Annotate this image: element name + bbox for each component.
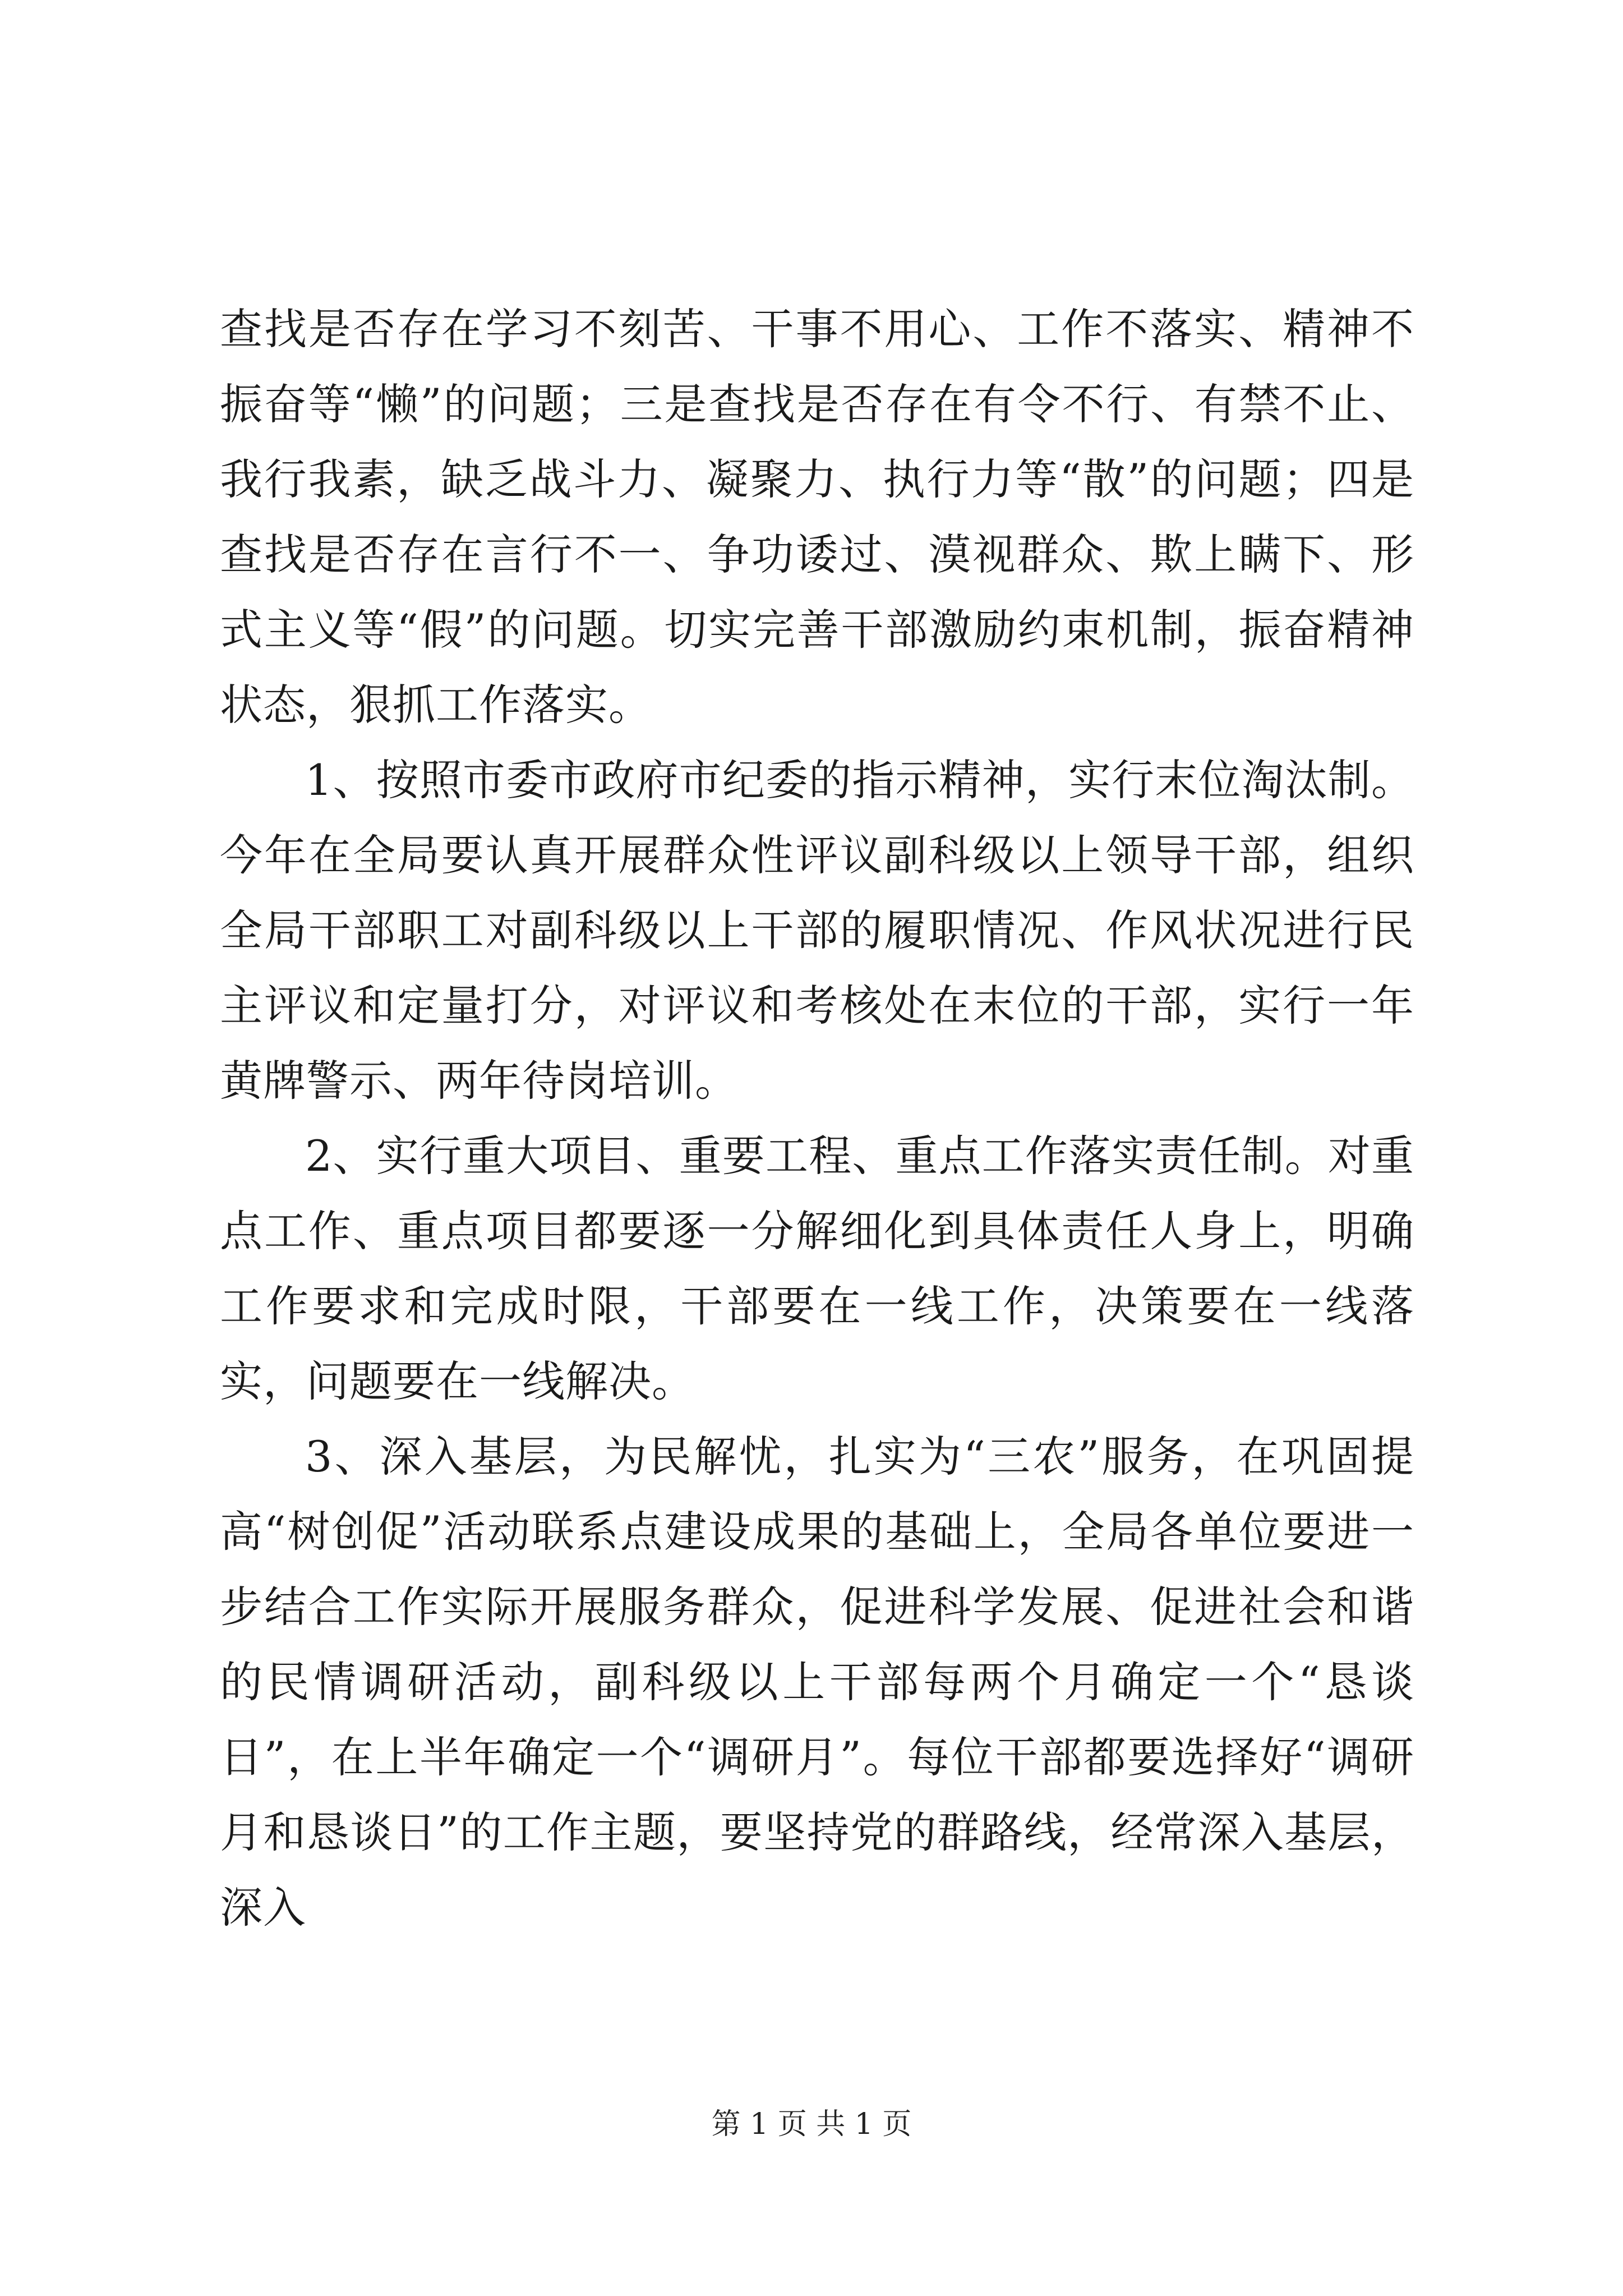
paragraph-item-3: 3、深入基层，为民解忧，扎实为“三农”服务，在巩固提高“树创促”活动联系点建设成果的基础上，全局各单位要进一步结合工作实际开展服务群众，促进科学发展、促进社会和谐的民情调研活动，副科级以上干部每两个月确定一个“恳谈日”，在上半年确定一个“调研月”。每位干部都要选择好“调研月和恳谈日”的工作主题，要坚持党的群路线，经常深入基层，深入 bbox=[220, 1432, 1414, 1932]
paragraph-continuation: 查找是否存在学习不刻苦、干事不用心、工作不落实、精神不振奋等“懒”的问题；三是查找是否存在有令不行、有禁不止、我行我素，缺乏战斗力、凝聚力、执行力等“散”的问题；四是查找是否存在言行不一、争功诿过、漠视群众、欺上瞒下、形式主义等“假”的问题。切实完善干部激励约束机制，振奋精神状态，狠抓工作落实。 bbox=[220, 304, 1414, 730]
paragraph-item-2: 2、实行重大项目、重要工程、重点工作落实责任制。对重点工作、重点项目都要逐一分解细化到具体责任人身上，明确工作要求和完成时限，干部要在一线工作，决策要在一线落实，问题要在一线解决。 bbox=[220, 1131, 1414, 1406]
page-footer: 第 1 页 共 1 页 bbox=[711, 2108, 912, 2141]
paragraph-item-1: 1、按照市委市政府市纪委的指示精神，实行末位淘汰制。今年在全局要认真开展群众性评议副科级以上领导干部，组织全局干部职工对副科级以上干部的履职情况、作风状况进行民主评议和定量打分，对评议和考核处在末位的干部，实行一年黄牌警示、两年待岗培训。 bbox=[220, 755, 1414, 1106]
document-body bbox=[220, 292, 1414, 1945]
